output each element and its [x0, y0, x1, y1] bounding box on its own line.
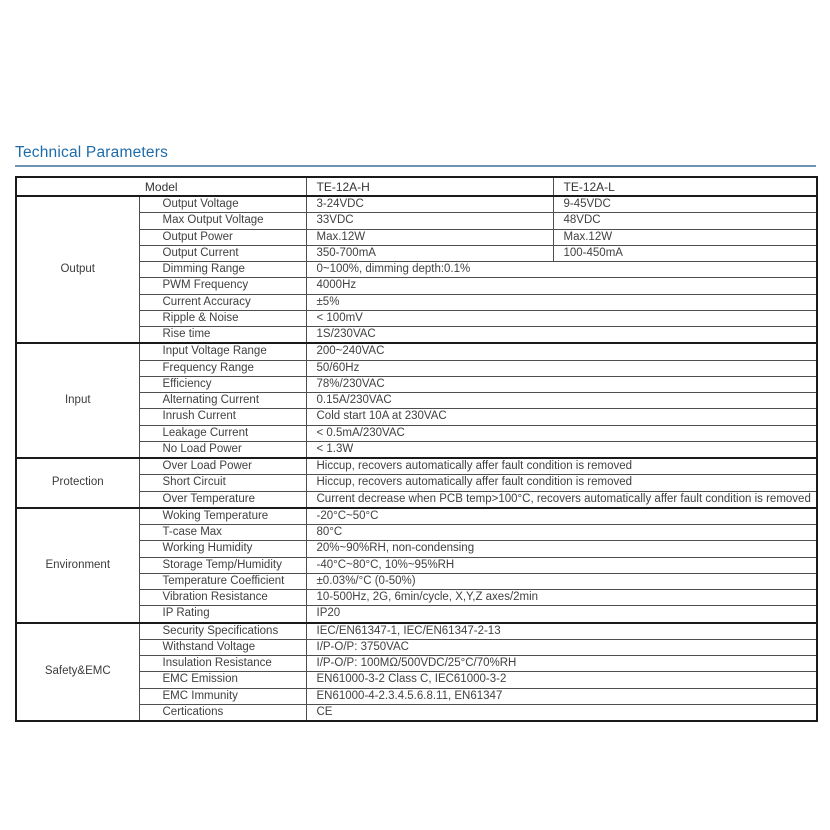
param-cell: Current Accuracy: [139, 294, 306, 310]
param-cell: Over Temperature: [139, 491, 306, 508]
value-cell: -40°C~80°C, 10%~95%RH: [306, 557, 817, 573]
value-cell: < 1.3W: [306, 441, 817, 458]
param-cell: Output Power: [139, 229, 306, 245]
value-cell: IEC/EN61347-1, IEC/EN61347-2-13: [306, 623, 817, 640]
value-cell: ±5%: [306, 294, 817, 310]
value-cell: 80°C: [306, 525, 817, 541]
param-cell: PWM Frequency: [139, 278, 306, 294]
title-underline: [15, 165, 816, 167]
param-cell: No Load Power: [139, 441, 306, 458]
table-row: [16, 343, 817, 360]
param-cell: Storage Temp/Humidity: [139, 557, 306, 573]
model-l-header-cell: TE-12A-L: [553, 177, 817, 196]
value-cell: Hiccup, recovers automatically affer fault condition is removed: [306, 475, 817, 491]
value-cell: -20°C~50°C: [306, 508, 817, 525]
param-cell: Certications: [139, 704, 306, 721]
param-cell: Woking Temperature: [139, 508, 306, 525]
param-cell: Frequency Range: [139, 360, 306, 376]
value-cell: 4000Hz: [306, 278, 817, 294]
header-row: [16, 177, 817, 196]
value-cell: 1S/230VAC: [306, 327, 817, 344]
param-cell: Rise time: [139, 327, 306, 344]
param-cell: Temperature Coefficient: [139, 573, 306, 589]
value-cell: I/P-O/P: 100MΩ/500VDC/25°C/70%RH: [306, 656, 817, 672]
group-label-cell: Output: [16, 196, 139, 343]
group-label-cell: Input: [16, 343, 139, 458]
value-cell: IP20: [306, 606, 817, 623]
value-cell: EN61000-4-2.3.4.5.6.8.11, EN61347: [306, 688, 817, 704]
param-cell: Max Output Voltage: [139, 213, 306, 229]
value-cell: Hiccup, recovers automatically affer fault condition is removed: [306, 458, 817, 475]
spec-table-body: [16, 196, 817, 721]
table-row: [16, 196, 817, 213]
param-cell: Ripple & Noise: [139, 310, 306, 326]
param-cell: Vibration Resistance: [139, 590, 306, 606]
value-cell-h: 350-700mA: [306, 245, 553, 261]
value-cell-l: 100-450mA: [553, 245, 817, 261]
value-cell: 78%/230VAC: [306, 376, 817, 392]
value-cell-h: 33VDC: [306, 213, 553, 229]
value-cell: 0~100%, dimming depth:0.1%: [306, 262, 817, 278]
model-header-cell: Model: [16, 177, 306, 196]
param-cell: Inrush Current: [139, 409, 306, 425]
value-cell: 20%~90%RH, non-condensing: [306, 541, 817, 557]
value-cell: Current decrease when PCB temp>100°C, recovers automatically affer fault condition is removed: [306, 491, 817, 508]
model-h-header-cell: TE-12A-H: [306, 177, 553, 196]
group-label-cell: Environment: [16, 508, 139, 623]
param-cell: Insulation Resistance: [139, 656, 306, 672]
param-cell: Over Load Power: [139, 458, 306, 475]
value-cell: < 0.5mA/230VAC: [306, 425, 817, 441]
param-cell: Output Current: [139, 245, 306, 261]
param-cell: Withstand Voltage: [139, 639, 306, 655]
group-label-cell: Protection: [16, 458, 139, 508]
param-cell: EMC Emission: [139, 672, 306, 688]
param-cell: Working Humidity: [139, 541, 306, 557]
value-cell-h: Max.12W: [306, 229, 553, 245]
table-row: [16, 508, 817, 525]
value-cell: CE: [306, 704, 817, 721]
value-cell: 10-500Hz, 2G, 6min/cycle, X,Y,Z axes/2min: [306, 590, 817, 606]
value-cell: 0.15A/230VAC: [306, 393, 817, 409]
value-cell: 50/60Hz: [306, 360, 817, 376]
param-cell: Efficiency: [139, 376, 306, 392]
value-cell: EN61000-3-2 Class C, IEC61000-3-2: [306, 672, 817, 688]
page-title: Technical Parameters: [15, 144, 169, 161]
param-cell: Output Voltage: [139, 196, 306, 213]
param-cell: Leakage Current: [139, 425, 306, 441]
spec-table: [15, 176, 818, 722]
value-cell-l: 9-45VDC: [553, 196, 817, 213]
param-cell: Security Specifications: [139, 623, 306, 640]
value-cell-l: Max.12W: [553, 229, 817, 245]
param-cell: Short Circuit: [139, 475, 306, 491]
table-row: [16, 458, 817, 475]
param-cell: Alternating Current: [139, 393, 306, 409]
value-cell-h: 3-24VDC: [306, 196, 553, 213]
value-cell: I/P-O/P: 3750VAC: [306, 639, 817, 655]
param-cell: T-case Max: [139, 525, 306, 541]
param-cell: Dimming Range: [139, 262, 306, 278]
group-label-cell: Safety&EMC: [16, 623, 139, 722]
value-cell: ±0.03%/°C (0-50%): [306, 573, 817, 589]
param-cell: IP Rating: [139, 606, 306, 623]
table-row: [16, 623, 817, 640]
value-cell: < 100mV: [306, 310, 817, 326]
param-cell: Input Voltage Range: [139, 343, 306, 360]
value-cell: Cold start 10A at 230VAC: [306, 409, 817, 425]
value-cell: 200~240VAC: [306, 343, 817, 360]
param-cell: EMC Immunity: [139, 688, 306, 704]
value-cell-l: 48VDC: [553, 213, 817, 229]
